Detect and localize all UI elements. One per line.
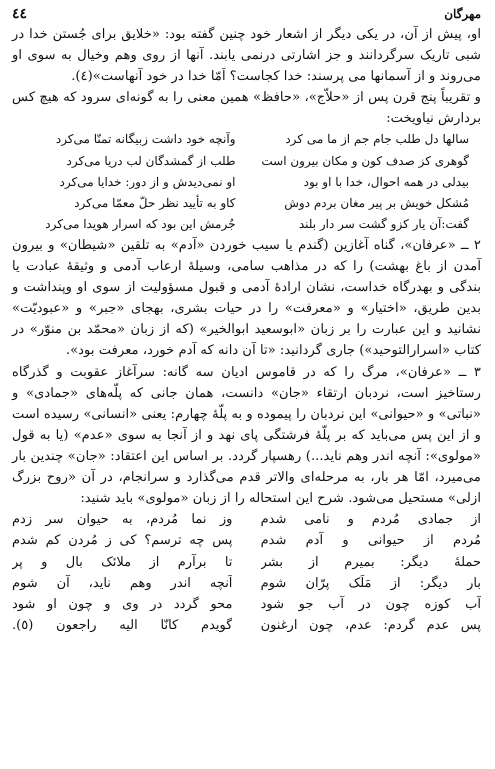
- verse-line: محو گردد در وی و چون او شود: [12, 596, 233, 612]
- page-header: [12, 6, 481, 24]
- verse-line: پس چه ترسم؟ کی ز مُردن کم شدم: [12, 533, 233, 549]
- paragraph: ٣ ــ «عرفان»، مرگ را که در قاموس ادیان سه گانه: سرآغاز عقوبت و گذرگاه رستاخیز است، نردبان ارتقاء «جان» دانست، همان جانی که پلّه‌های «جمادی» و «نباتی» و «حیوانی» این نردبان را پیموده و به پلّهٔ چهارم: یعنی «انسانی» رسیده است و از این پس می‌باید که بر پلّهٔ فرشتگی پای نهد و از آنجا به سوی «عدم» (یا به قول «مولوی»: آنچه اندر وهم ناید...) رهسپار گردد. بر اساس این اعتقاد: «جان» چندین بار می‌میرد، امّا هر بار، به مرحله‌ای والاتر قدم می‌گذارد و سرانجام، در آن «روح بزرگ ازلی» مستحیل می‌شود. شرح این استحاله را از زبان «مولوی» باید شنید:: [12, 364, 481, 507]
- verse-line: حملهٔ دیگر: بمیرم از بشر: [260, 554, 481, 570]
- verse-line: آب کوزه چون در آب جو شود: [260, 596, 481, 612]
- poem-left-hemistichs: [12, 509, 232, 636]
- verse-line: مُردم از حیوانی و آدم شدم: [260, 533, 481, 549]
- verse-line: تا برآرم از ملائک بال و پر: [12, 554, 233, 570]
- paragraph: ٢ ــ «عرفان»، گناه آغازین (گندم یا سیب خوردن «آدم» به تلقین «شیطان» و بیرون آمدن از باغ بهشت) را که در مذاهب سامی، وسیلهٔ ارعاب آدمی و وثیقهٔ عبادت یا بندگی و بهدرگاه خداست، نشان ارادهٔ آدمی و قبول مسؤولیت از سوی او وپنداشت و بدین طریق، «اختیار» و «معرفت» را در حیات بشری، بهجای «جبر» و «عبودیّت» نشانید و این عبارت را بر زبان «ابوسعید ابوالخیر» (که از زبان «محمّد بن منوّر» در کتاب «اسرارالتوحید») جاری گردانید: «تا آن دانه که آدم خورد، معرفت بود».: [12, 237, 481, 359]
- rumi-poem: [12, 509, 481, 636]
- verse-line: گوهری کز صدف کون و مکان بیرون است: [261, 153, 469, 168]
- verse-line: جُرمش این بود که اسرار هویدا می‌کرد: [45, 216, 236, 231]
- verse-line: از جمادی مُردم و نامی شدم: [260, 512, 481, 528]
- paragraph: و تقریباً پنج قرن پس از «حلاّج»، «حافظ» همین معنی را به گونه‌ای سرود که هیچ کس بردارش نیاویخت:: [12, 90, 481, 127]
- verse-line: او نمی‌دیدش و از دور: خدایا می‌کرد: [59, 174, 236, 189]
- verse-line: طلب از گمشدگان لب دریا می‌کرد: [66, 153, 236, 168]
- running-title: مهرگان: [444, 7, 481, 21]
- poem-right-hemistichs: [261, 509, 481, 636]
- verse-line: وز نما مُردم، به حیوان سر زدم: [12, 512, 233, 528]
- verse-line: کاو به تأیید نظر حلّ معمّا می‌کرد: [74, 195, 236, 210]
- page-number: ٤٤: [12, 6, 28, 22]
- verse-line: بیدلی در همه احوال، خدا با او بود: [303, 174, 469, 189]
- paragraph: او، پیش از آن، در یکی دیگر از اشعار خود چنین گفته بود: «خلایق برای جُستن خدا در شبی تاریک سرگردانند و جز اشارتی درنمی یابند. آنها از روی وهم وخیال به سوی او می‌روند و از آسمانها می پرسند: خدا کجاست؟ اَمّا خدا در خود آنهاست»(٤).: [12, 27, 481, 85]
- verse-line: پس عدم گردم: عدم، چون ارغنون: [260, 618, 481, 634]
- verse-line: گویدم کانّا الیه راجعون (٥).: [12, 618, 233, 634]
- verse-line: آنچه اندر وهم ناید، آن شوم: [12, 575, 233, 591]
- poem-right-hemistichs: [253, 129, 469, 234]
- poem-left-hemistichs: [20, 129, 236, 234]
- verse-line: گفت:آن یار کزو گشت سر دار بلند: [298, 216, 469, 231]
- verse-line: مُشکل خویش بر پیر مغان بردم دوش: [284, 195, 469, 210]
- verse-line: سالها دل طلب جام جم از ما می کرد: [285, 132, 469, 147]
- verse-line: بار دیگر: از مَلَک پرّان شوم: [260, 575, 481, 591]
- verse-line: وآنچه خود داشت زبیگانه تمنّا می‌کرد: [55, 132, 236, 147]
- hafez-poem: [20, 129, 469, 234]
